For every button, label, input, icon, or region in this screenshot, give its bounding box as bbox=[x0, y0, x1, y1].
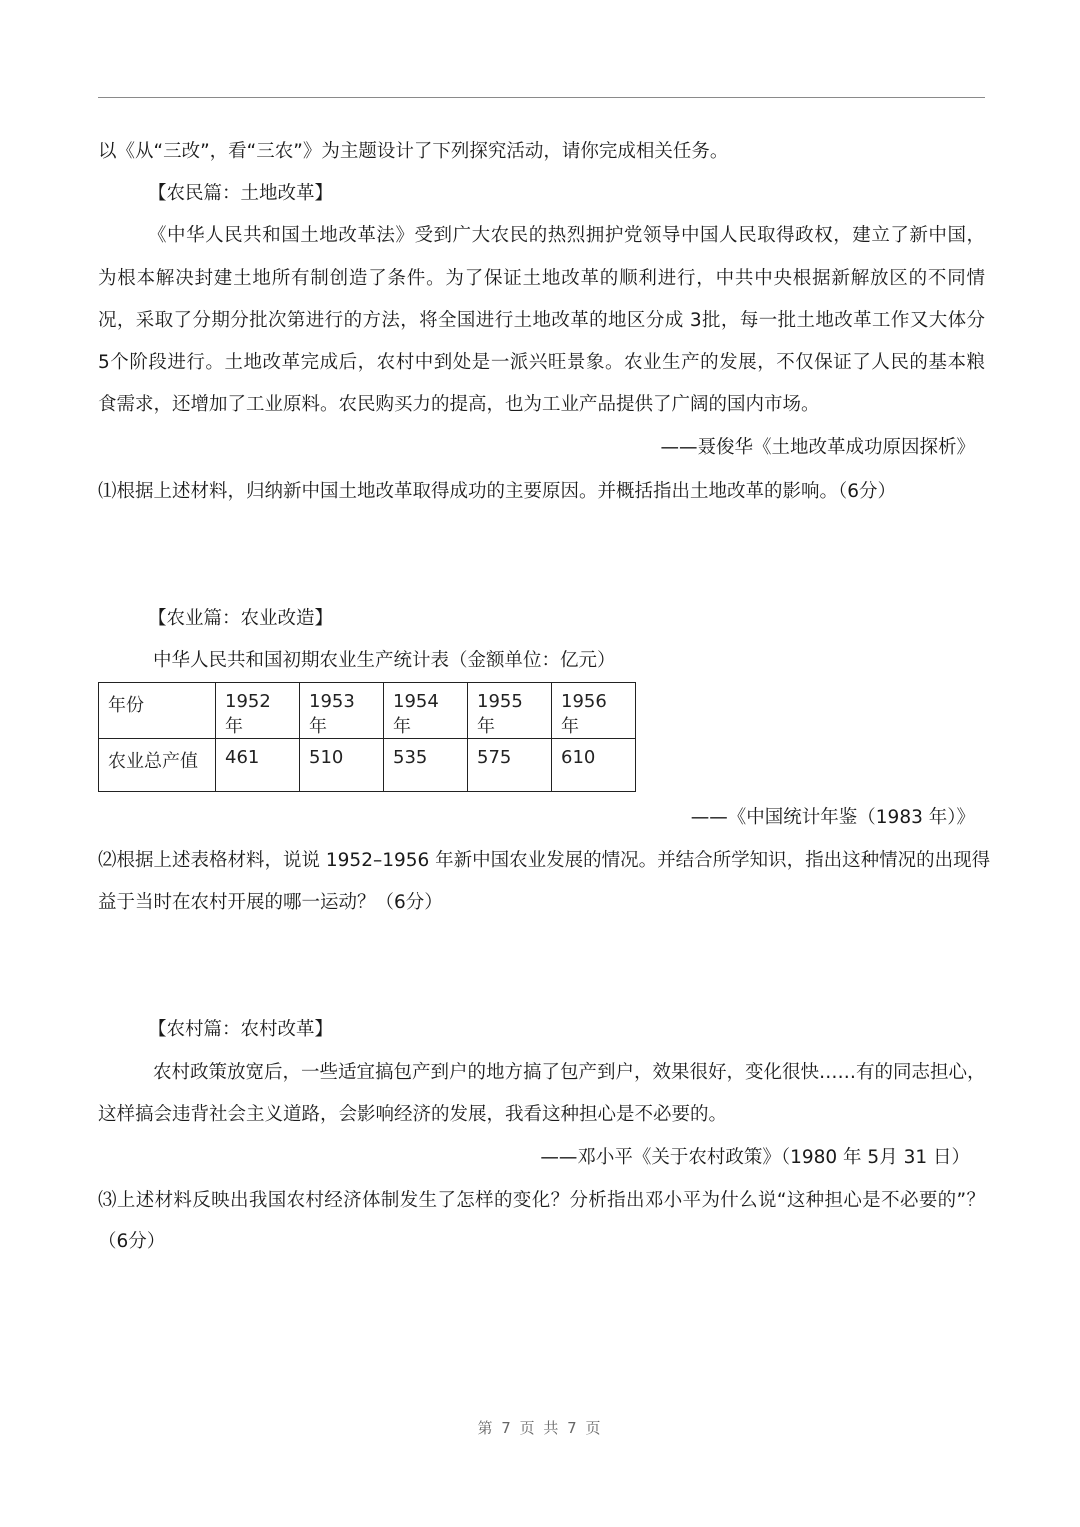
question-3-line: ⑶上述材料反映出我国农村经济体制发生了怎样的变化？分析指出邓小平为什么说“这种担心是不必要的”？ bbox=[98, 1190, 985, 1211]
section1-source: ——聂俊华《土地改革成功原因探析》 bbox=[660, 437, 975, 458]
section3-source: ——邓小平《关于农村政策》（1980 年 5月 31 日） bbox=[540, 1147, 970, 1168]
question-1: ⑴根据上述材料，归纳新中国土地改革取得成功的主要原因。并概括指出土地改革的影响。（6分） bbox=[98, 481, 897, 502]
section1-para-line: 况，采取了分期分批次第进行的方法，将全国进行土地改革的地区分成 3批，每一批土地改革工作又大体分 bbox=[98, 310, 985, 331]
question-3-line: （6分） bbox=[98, 1231, 166, 1252]
intro-text: 以《从“三改”，看“三农”》为主题设计了下列探究活动，请你完成相关任务。 bbox=[98, 141, 729, 162]
agriculture-stats-table bbox=[98, 682, 636, 792]
section3-heading: 【农村篇：农村改革】 bbox=[148, 1019, 334, 1040]
question-2-line: 益于当时在农村开展的哪一运动？（6分） bbox=[98, 892, 443, 913]
table-cell: 农业总产值 bbox=[99, 739, 216, 792]
table-cell: 1955 年 bbox=[468, 683, 552, 739]
table-cell: 461 bbox=[216, 739, 300, 792]
table-cell: 年份 bbox=[99, 683, 216, 739]
table-cell: 1952 年 bbox=[216, 683, 300, 739]
table-cell: 510 bbox=[300, 739, 384, 792]
section1-para-line: 《中华人民共和国土地改革法》受到广大农民的热烈拥护党领导中国人民取得政权，建立了新中国， bbox=[148, 225, 985, 246]
section1-para-line: 食需求，还增加了工业原料。农民购买力的提高，也为工业产品提供了广阔的国内市场。 bbox=[98, 394, 820, 415]
question-2-line: ⑵根据上述表格材料，说说 1952–1956 年新中国农业发展的情况。并结合所学知识，指出这种情况的出现得 bbox=[98, 850, 991, 871]
table-cell: 1953 年 bbox=[300, 683, 384, 739]
table-cell: 575 bbox=[468, 739, 552, 792]
table-cell: 610 bbox=[552, 739, 636, 792]
section3-para-line: 这样搞会违背社会主义道路，会影响经济的发展，我看这种担心是不必要的。 bbox=[98, 1104, 728, 1125]
table-cell: 1954 年 bbox=[384, 683, 468, 739]
table-title: 中华人民共和国初期农业生产统计表（金额单位：亿元） bbox=[153, 650, 616, 671]
table-header-row bbox=[99, 683, 636, 739]
section1-heading: 【农民篇：土地改革】 bbox=[148, 183, 334, 204]
section3-para-line: 农村政策放宽后，一些适宜搞包产到户的地方搞了包产到户，效果很好，变化很快……有的同志担心， bbox=[153, 1062, 986, 1083]
section2-heading: 【农业篇：农业改造】 bbox=[148, 608, 334, 629]
header-rule bbox=[98, 97, 985, 98]
table-cell: 535 bbox=[384, 739, 468, 792]
section1-para-line: 为根本解决封建土地所有制创造了条件。为了保证土地改革的顺利进行，中共中央根据新解放区的不同情 bbox=[98, 268, 985, 289]
section2-source: ——《中国统计年鉴（1983 年）》 bbox=[690, 807, 975, 828]
section1-para-line: 5个阶段进行。土地改革完成后，农村中到处是一派兴旺景象。农业生产的发展，不仅保证了人民的基本粮 bbox=[98, 352, 985, 373]
page-number: 第 7 页 共 7 页 bbox=[477, 1419, 603, 1437]
table-cell: 1956 年 bbox=[552, 683, 636, 739]
table-row bbox=[99, 739, 636, 792]
